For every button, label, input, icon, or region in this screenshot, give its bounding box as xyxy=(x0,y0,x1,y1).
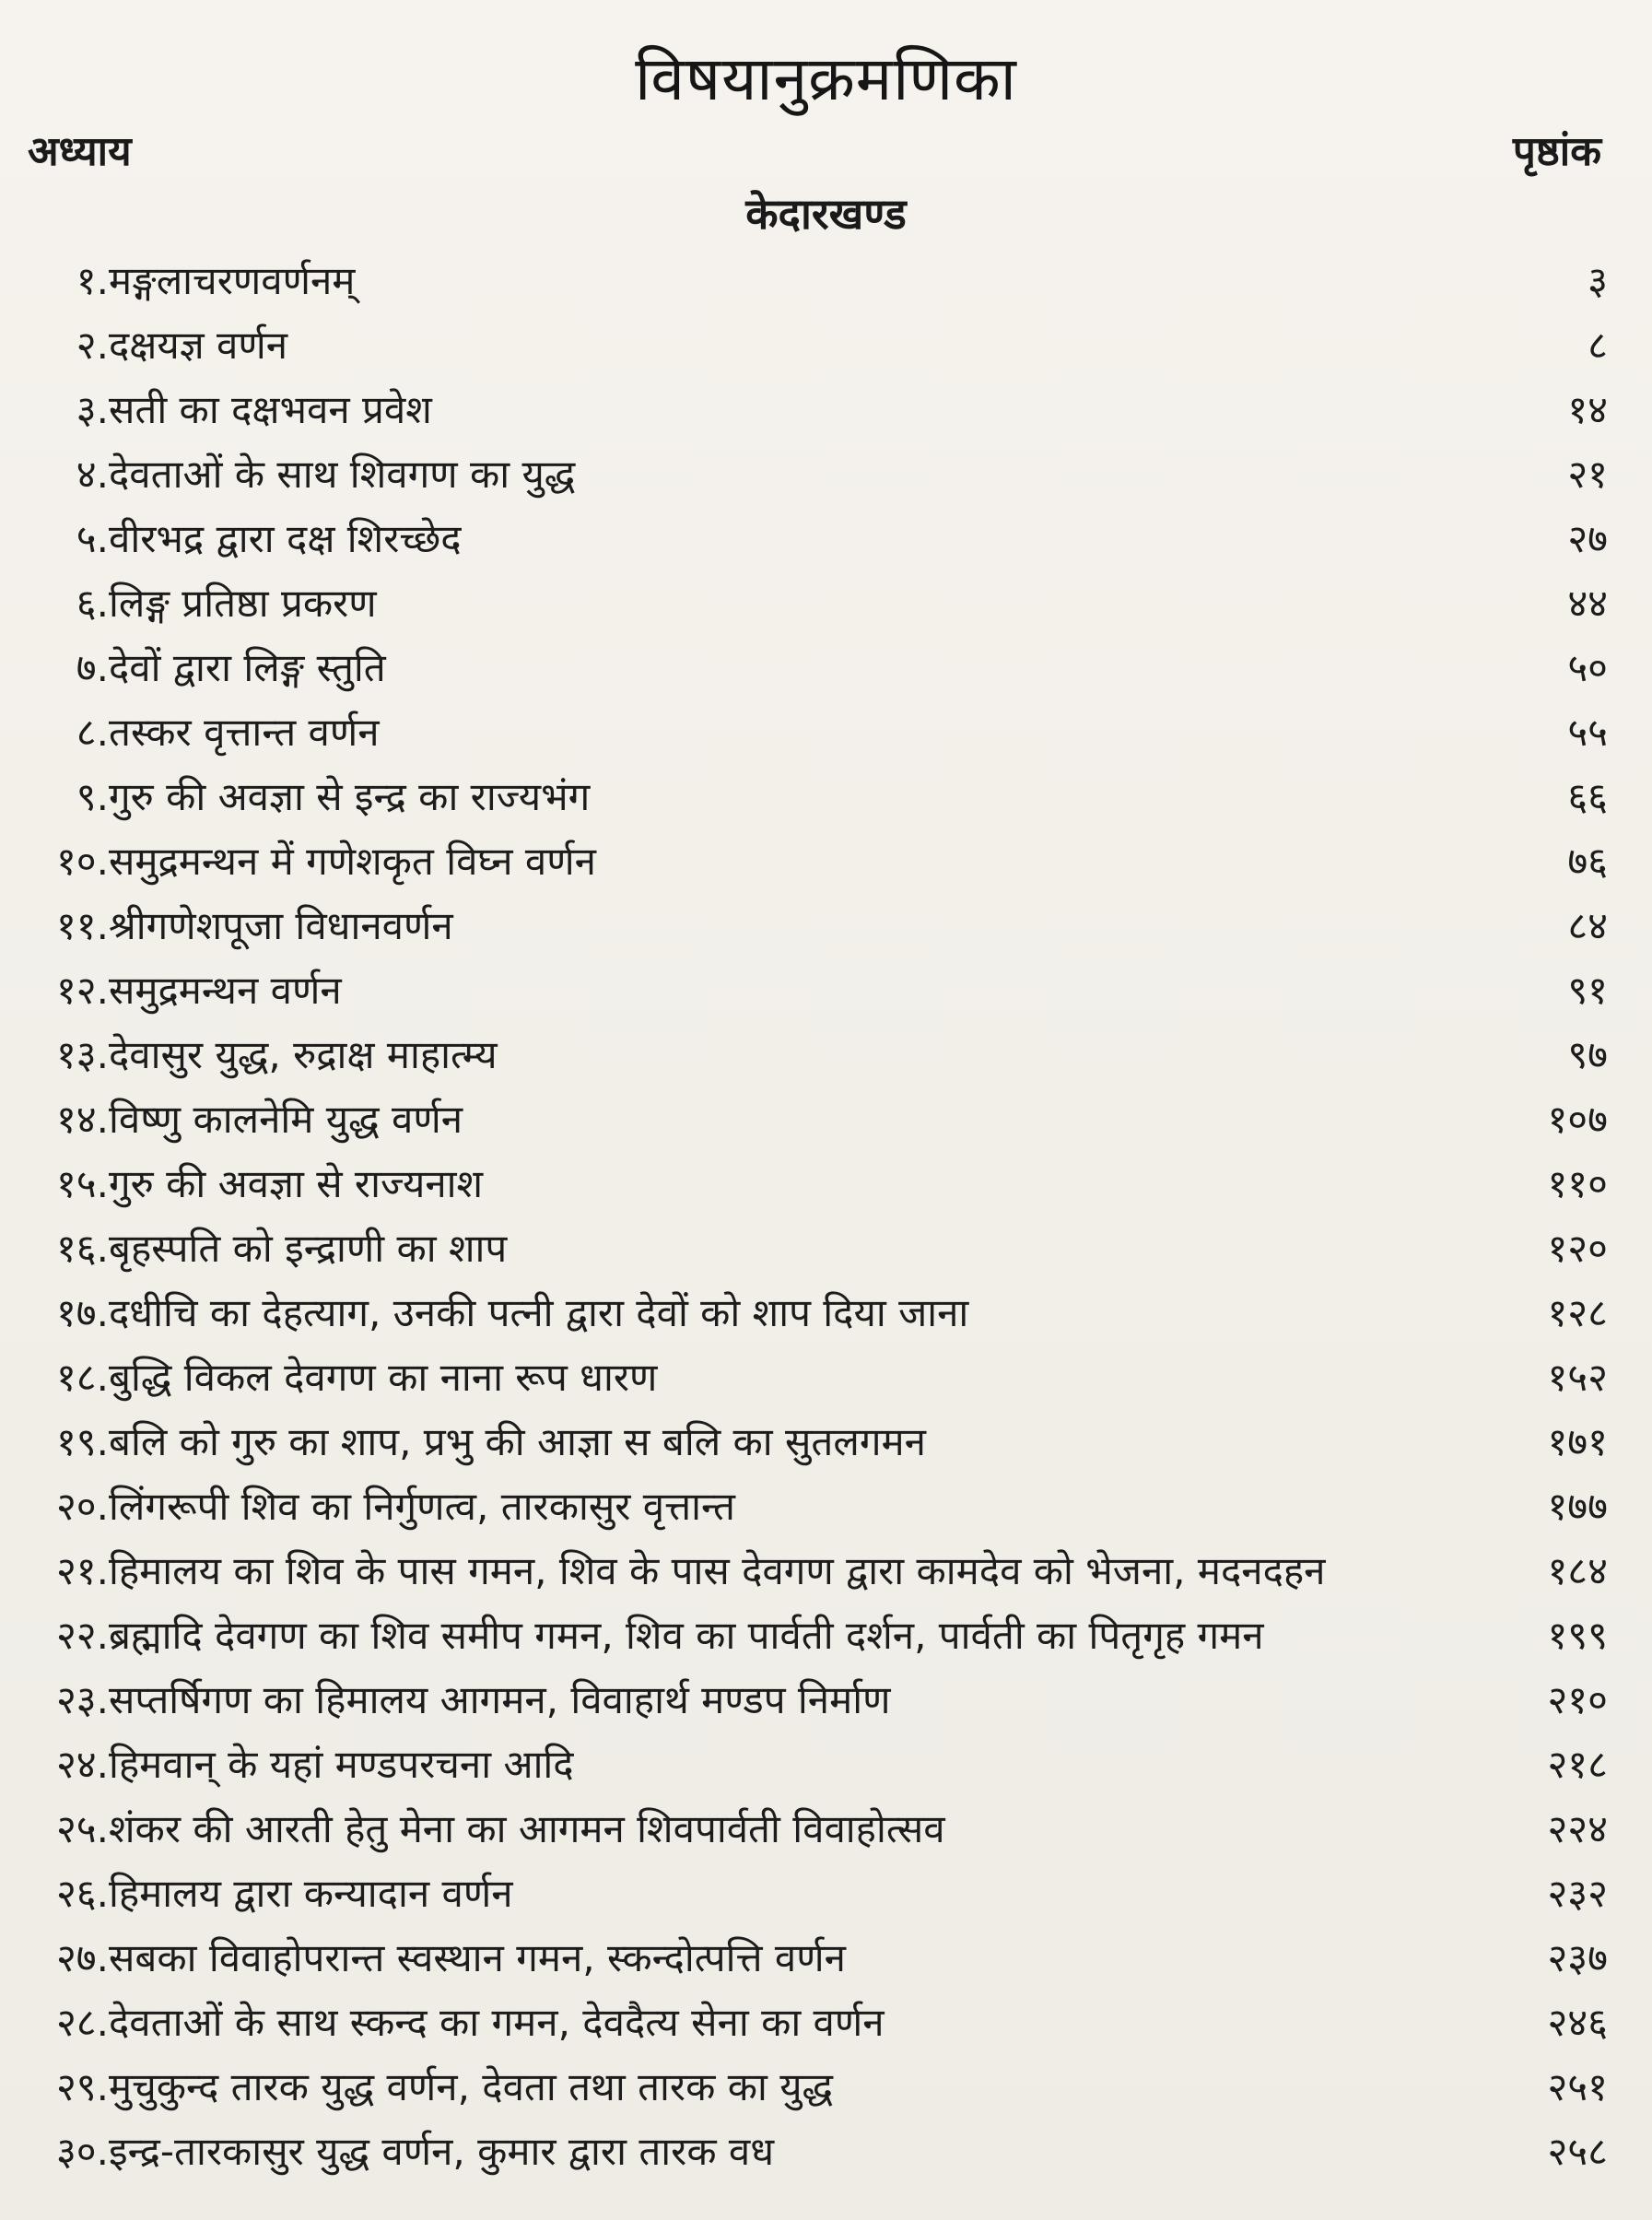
chapter-page: २५१ xyxy=(1547,2064,1608,2109)
toc-entry xyxy=(28,1410,1608,1474)
chapter-title: मुचुकुन्द तारक युद्ध वर्णन, देवता तथा तारक का युद्ध xyxy=(109,2064,834,2109)
toc-entry xyxy=(28,571,1608,636)
chapter-page: २१८ xyxy=(1547,1742,1608,1787)
toc-entry xyxy=(28,829,1608,894)
toc-entry xyxy=(28,378,1608,442)
chapter-page: १८४ xyxy=(1547,1548,1608,1593)
chapter-number: ६. xyxy=(76,581,109,626)
chapter-page: ५५ xyxy=(1567,710,1608,755)
toc-entry xyxy=(28,1539,1608,1603)
toc-entry xyxy=(28,313,1608,378)
chapter-number: २९. xyxy=(55,2064,109,2109)
chapter-title: समुद्रमन्थन वर्णन xyxy=(109,968,342,1013)
chapter-number: १७. xyxy=(55,1290,109,1335)
chapter-title: बुद्धि विकल देवगण का नाना रूप धारण xyxy=(109,1355,658,1400)
chapter-page: ११० xyxy=(1547,1161,1608,1206)
chapter-number: २७. xyxy=(55,1935,109,1980)
page-number-column-header: पृष्ठांक xyxy=(1512,128,1601,175)
chapter-page: २२४ xyxy=(1547,1806,1608,1851)
toc-entry xyxy=(28,1087,1608,1152)
chapter-page: १७७ xyxy=(1547,1484,1608,1529)
chapter-page: २१० xyxy=(1547,1677,1608,1722)
chapter-number: ३०. xyxy=(55,2129,109,2174)
chapter-number: १०. xyxy=(55,839,109,884)
chapter-page: २३७ xyxy=(1547,1935,1608,1980)
chapter-title: गुरु की अवज्ञा से राज्यनाश xyxy=(109,1161,484,1206)
chapter-title: ब्रह्मादि देवगण का शिव समीप गमन, शिव का पार्वती दर्शन, पार्वती का पितृगृह गमन xyxy=(109,1613,1264,1658)
chapter-number: १३. xyxy=(55,1032,109,1077)
chapter-title: देवासुर युद्ध, रुद्राक्ष माहात्म्य xyxy=(109,1032,498,1077)
toc-entry xyxy=(28,1926,1608,1991)
chapter-title: देवताओं के साथ स्कन्द का गमन, देवदैत्य सेना का वर्णन xyxy=(109,2000,885,2045)
chapter-number: २३. xyxy=(55,1677,109,1722)
chapter-column-header: अध्याय xyxy=(28,128,132,175)
chapter-title: बृहस्पति को इन्द्राणी का शाप xyxy=(109,1226,508,1271)
chapter-number: ७. xyxy=(76,645,109,690)
chapter-page: १५२ xyxy=(1547,1355,1608,1400)
chapter-number: १८. xyxy=(55,1355,109,1400)
chapter-number: ११. xyxy=(55,903,109,948)
toc-entry xyxy=(28,2055,1608,2120)
chapter-page: २४६ xyxy=(1547,2000,1608,2045)
chapter-number: ५. xyxy=(76,516,109,561)
chapter-title: हिमवान् के यहां मण्डपरचना आदि xyxy=(109,1742,574,1787)
chapter-number: २१. xyxy=(55,1548,109,1593)
chapter-page: ३ xyxy=(1588,258,1608,303)
chapter-title: श्रीगणेशपूजा विधानवर्णन xyxy=(109,903,453,948)
chapter-page: १२८ xyxy=(1547,1290,1608,1335)
chapter-number: ८. xyxy=(76,710,109,755)
toc-entry xyxy=(28,1152,1608,1216)
section-heading: केदारखण्ड xyxy=(745,189,907,239)
chapter-page: १७१ xyxy=(1547,1419,1608,1464)
chapter-number: ४. xyxy=(76,452,109,497)
chapter-number: २५. xyxy=(55,1806,109,1851)
page-title: विषयानुक्रमणिका xyxy=(635,43,1017,114)
chapter-title: सप्तर्षिगण का हिमालय आगमन, विवाहार्थ मण्डप निर्माण xyxy=(109,1677,891,1722)
chapter-page: ८ xyxy=(1588,323,1608,368)
toc-entry xyxy=(28,1345,1608,1410)
chapter-page: ९७ xyxy=(1567,1032,1608,1077)
chapter-page: १९९ xyxy=(1547,1613,1608,1658)
chapter-title: गुरु की अवज्ञा से इन्द्र का राज्यभंग xyxy=(109,774,591,819)
toc-entry xyxy=(28,1991,1608,2055)
chapter-page: १०७ xyxy=(1547,1097,1608,1142)
chapter-page: २७ xyxy=(1567,516,1608,561)
chapter-title: इन्द्र-तारकासुर युद्ध वर्णन, कुमार द्वारा तारक वध xyxy=(109,2129,775,2174)
toc-entry xyxy=(28,1023,1608,1087)
toc-entry xyxy=(28,765,1608,829)
chapter-number: १९. xyxy=(55,1419,109,1464)
chapter-page: १२० xyxy=(1547,1226,1608,1271)
toc-entry xyxy=(28,958,1608,1023)
toc-entry xyxy=(28,442,1608,507)
chapter-title: मङ्गलाचरणवर्णनम् xyxy=(109,258,356,303)
chapter-title: विष्णु कालनेमि युद्ध वर्णन xyxy=(109,1097,463,1142)
chapter-title: देवताओं के साथ शिवगण का युद्ध xyxy=(109,452,576,497)
chapter-title: शंकर की आरती हेतु मेना का आगमन शिवपार्वती विवाहोत्सव xyxy=(109,1806,945,1851)
toc-entry xyxy=(28,1862,1608,1926)
chapter-title: तस्कर वृत्तान्त वर्णन xyxy=(109,710,380,755)
toc-entry xyxy=(28,1668,1608,1733)
chapter-page: ६६ xyxy=(1567,774,1608,819)
chapter-number: १६. xyxy=(55,1226,109,1271)
chapter-title: दधीचि का देहत्याग, उनकी पत्नी द्वारा देवों को शाप दिया जाना xyxy=(109,1290,969,1335)
chapter-title: लिङ्ग प्रतिष्ठा प्रकरण xyxy=(109,581,377,626)
chapter-number: २८. xyxy=(55,2000,109,2045)
chapter-number: २२. xyxy=(55,1613,109,1658)
chapter-number: १२. xyxy=(55,968,109,1013)
chapter-number: २. xyxy=(76,323,109,368)
chapter-number: १४. xyxy=(55,1097,109,1142)
chapter-page: ९१ xyxy=(1567,968,1608,1013)
toc-entry xyxy=(28,507,1608,571)
chapter-page: २३२ xyxy=(1547,1871,1608,1916)
toc-entry xyxy=(28,894,1608,958)
chapter-title: देवों द्वारा लिङ्ग स्तुति xyxy=(109,645,386,690)
chapter-page: २५८ xyxy=(1547,2129,1608,2174)
chapter-page: ८४ xyxy=(1567,903,1608,948)
chapter-number: ९. xyxy=(76,774,109,819)
toc-entry xyxy=(28,700,1608,765)
chapter-page: १४ xyxy=(1567,387,1608,432)
toc-entry xyxy=(28,1797,1608,1862)
table-of-contents xyxy=(28,249,1608,2184)
toc-entry xyxy=(28,1281,1608,1345)
chapter-title: लिंगरूपी शिव का निर्गुणत्व, तारकासुर वृत्तान्त xyxy=(109,1484,735,1529)
chapter-title: सबका विवाहोपरान्त स्वस्थान गमन, स्कन्दोत्पत्ति वर्णन xyxy=(109,1935,846,1980)
chapter-number: १. xyxy=(76,258,109,303)
toc-entry xyxy=(28,1733,1608,1797)
toc-entry xyxy=(28,1603,1608,1668)
chapter-page: २१ xyxy=(1567,452,1608,497)
chapter-page: ५० xyxy=(1567,645,1608,690)
toc-entry xyxy=(28,249,1608,313)
chapter-title: सती का दक्षभवन प्रवेश xyxy=(109,387,432,432)
toc-entry xyxy=(28,1216,1608,1281)
chapter-number: २०. xyxy=(55,1484,109,1529)
chapter-title: वीरभद्र द्वारा दक्ष शिरच्छेद xyxy=(109,516,462,561)
chapter-title: हिमालय द्वारा कन्यादान वर्णन xyxy=(109,1871,513,1916)
toc-entry xyxy=(28,2120,1608,2184)
chapter-title: हिमालय का शिव के पास गमन, शिव के पास देवगण द्वारा कामदेव को भेजना, मदनदहन xyxy=(109,1548,1326,1593)
chapter-number: २६. xyxy=(55,1871,109,1916)
chapter-number: १५. xyxy=(55,1161,109,1206)
chapter-title: समुद्रमन्थन में गणेशकृत विघ्न वर्णन xyxy=(109,839,596,884)
chapter-title: बलि को गुरु का शाप, प्रभु की आज्ञा स बलि का सुतलगमन xyxy=(109,1419,926,1464)
toc-entry xyxy=(28,636,1608,700)
toc-entry xyxy=(28,1474,1608,1539)
chapter-page: ७६ xyxy=(1567,839,1608,884)
chapter-number: ३. xyxy=(76,387,109,432)
chapter-number: २४. xyxy=(55,1742,109,1787)
chapter-page: ४४ xyxy=(1567,581,1608,626)
chapter-title: दक्षयज्ञ वर्णन xyxy=(109,323,288,368)
